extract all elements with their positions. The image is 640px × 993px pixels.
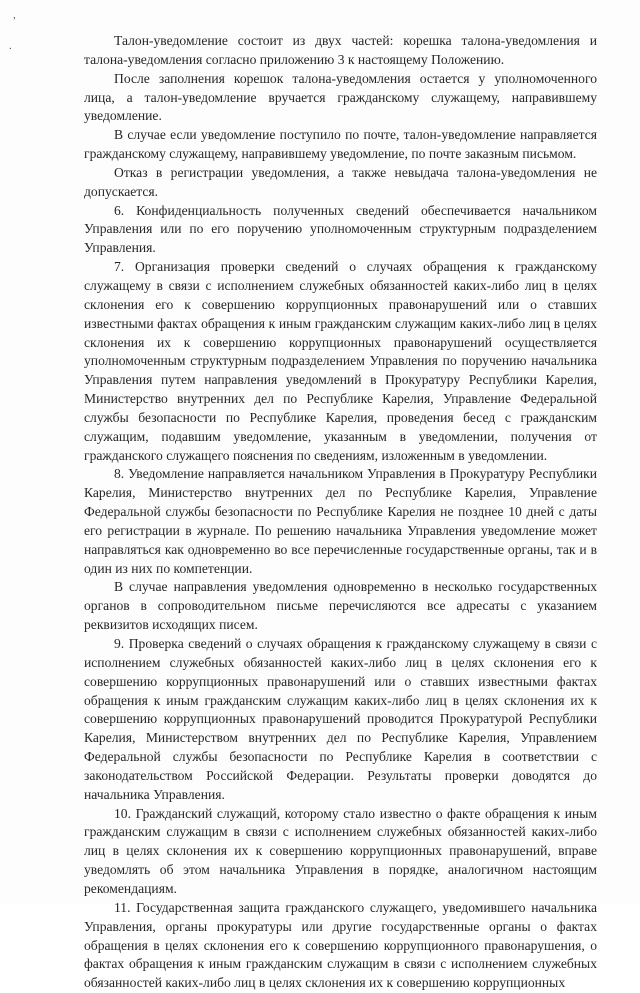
paragraph-8-notice-forwarding: 8. Уведомление направляется начальником Управления в Прокуратуру Республики Карелия, Министерство внутренних дел по Республике Карелия, Управление Федеральной службы безопасности по Республике Карелия не позднее 10 дней с даты его регистрации в журнале. По решению начальника Управления уведомление может направляться как одновременно во все перечисленные государственные органы, так и в один из них по компетенции.	[84, 466, 597, 576]
margin-mark: .	[9, 40, 12, 52]
paragraph-10-other-servants: 10. Гражданский служащий, которому стало известно о факте обращения к иным гражданским служащим в связи с исполнением служебных обязанностей каких-либо лиц в целях склонения их к совершению коррупционных правонарушений, вправе уведомлять об этом начальника Управления в порядке, аналогичном настоящим рекомендациям.	[84, 805, 597, 896]
paragraph-9-verification: 9. Проверка сведений о случаях обращения к гражданскому служащему в связи с исполнением служебных обязанностей каких-либо лиц в целях склонения его к совершению коррупционных правонарушений или о ставших известными фактах обращения к иным гражданским служащим каких-либо лиц в целях склонения их к совершению коррупционных правонарушений проводится Прокуратурой Республики Карелия, Министерством внутренних дел по Республике Карелия, Управлением Федеральной службы безопасности по Республике Карелия в соответствии с законодательством Российской Федерации. Результаты проверки доводятся до начальника Управления.	[84, 636, 597, 802]
margin-mark: ,	[13, 9, 16, 21]
paragraph-mail-delivery: В случае если уведомление поступило по почте, талон-уведомление направляется гражданскому служащему, направившему уведомление, по почте заказным письмом.	[84, 127, 597, 162]
document-body	[84, 32, 597, 993]
paragraph-6-confidentiality: 6. Конфиденциальность полученных сведений обеспечивается начальником Управления или по его поручению уполномоченным структурным подразделением Управления.	[84, 202, 597, 256]
paragraph-refusal-not-allowed: Отказ в регистрации уведомления, а также невыдача талона-уведомления не допускается.	[84, 164, 597, 199]
paragraph-7-verification-organization: 7. Организация проверки сведений о случаях обращения к гражданскому служащему в связи с исполнением служебных обязанностей каких-либо лиц в целях склонения его к совершению коррупционных правонарушений или о ставших известными фактах обращения к иным гражданским служащим каких-либо лиц в целях склонения их к совершению коррупционных правонарушений осуществляется уполномоченным структурным подразделением Управления по поручению начальника Управления путем направления уведомлений в Прокуратуру Республики Карелия, Министерство внутренних дел по Республике Карелия, Управление Федеральной службы безопасности по Республике Карелия, проведения бесед с гражданским служащим, подавшим уведомление, указанным в уведомлении, получения от гражданского служащего пояснения по сведениям, изложенным в уведомлении.	[84, 259, 597, 463]
paragraph-stub-retention: После заполнения корешок талона-уведомления остается у уполномоченного лица, а талон-уведомление вручается гражданскому служащему, направившему уведомление.	[84, 70, 597, 124]
paragraph-notice-parts: Талон-уведомление состоит из двух частей: корешка талона-уведомления и талона-уведомления согласно приложению 3 к настоящему Положению.	[84, 33, 597, 67]
paragraph-multiple-addressees: В случае направления уведомления одновременно в несколько государственных органов в сопроводительном письме перечисляются все адресаты с указанием реквизитов исходящих писем.	[84, 579, 597, 633]
paragraph-11-state-protection: 11. Государственная защита гражданского служащего, уведомившего начальника Управления, органы прокуратуры или другие государственные органы о фактах обращения в целях склонения его к совершению коррупционного правонарушения, о фактах обращения к иным гражданским служащим в связи с исполнением служебных обязанностей каких-либо лиц в целях склонения их к совершению коррупционных	[84, 899, 597, 991]
